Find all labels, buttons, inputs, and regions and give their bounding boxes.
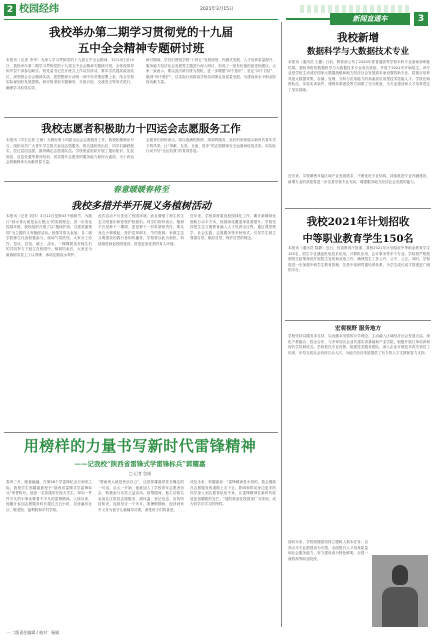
right2-title-line1: 我校2021年计划招收 — [306, 216, 410, 228]
masthead-decoration — [300, 5, 410, 13]
right-section-bar — [286, 18, 330, 20]
footer-editor: 一 二版责任编辑 / 校对：杨婧 — [6, 630, 60, 635]
article3-title: 我校多措并举开展义务植树活动 — [71, 201, 211, 212]
article4-body-col3: 谈及未来，郭耀嘉说：“雷锋精神是永恒的，我会继续在志愿服务的道路上走下去，影响和带动身边更多的同学加入到志愿者队伍中来，让雷锋精神在新时代绽放更加耀眼的光芒。”他的事迹在校园里广为传颂，成为同学们学习的榜样。 — [190, 480, 276, 506]
right-section-title: 新闻直通车 — [330, 13, 410, 25]
divider — [4, 432, 278, 433]
article3-body-col3: 近年来，学校高度重视校园绿化工作，累计新增绿化面积万余平方米，校园绿化覆盖率显著提升。学校坚持把生态文明教育融入人才培养全过程，通过课堂教学、社会实践、志愿服务等多种形式，引导学生树立尊重自然、顺应自然、保护自然的理念。 — [190, 214, 276, 240]
right1-body2: 近年来，学校紧密对接区域产业发展需求，不断优化专业结构，持续推进专业内涵建设，新增专业的获批将进一步完善学校专业布局，增强服务地方经济社会发展的能力。 — [288, 174, 430, 184]
divider — [285, 208, 431, 209]
left-section-title: 校园经纬 — [19, 4, 59, 15]
article2-title: 我校志愿者积极助力十四运会志愿服务工作 — [41, 123, 241, 135]
article1-body-col1: 本报讯（记者 李华）为深入学习贯彻党的十九届五中全会精神，3月13日至15日，我校举办第二期学习贯彻党的十九届五中全会精神专题研讨班，全体校领导和中层干部参加研讨。校党委书记在开班式上作动员讲话，要求学员提高政治站位，深刻领会全会精神实质，把思想和行动统一到中央决策部署上来，结合学校实际谋划好发展思路。研讨班采取专题辅导、分组讨论、交流发言等形式进行，确保学习取得实效。 — [6, 58, 134, 90]
right1-title-line2: 数据科学与大数据技术专业 — [306, 47, 409, 57]
portrait-head — [392, 565, 408, 585]
divider — [285, 320, 431, 321]
article4-subtitle: ——记我校“陕西省雷锋式学雷锋标兵”郭耀嘉 — [74, 460, 206, 468]
divider — [4, 117, 278, 118]
right2-body: 本报讯（通讯员 陈静）近日，经省教育厅批准，我校2021年计划招收中等职业教育学生150名，招生专业涵盖机电技术应用、计算机应用、会计事务等多个专业。学校将严格按照招生政策规范开展招生宣传和录取工作，确保招生工作公开、公平、公正。同时，学校将进一步加强中职学生教育管理，完善中高职贯通培养体系，为学生成长成才搭建更广阔的平台。 — [288, 246, 430, 272]
article1-body-col2: 研讨期间，学员们围绕学校“十四五”发展规划、内涵式发展、人才培养质量提升、服务地方经济社会发展等主题进行深入研讨，形成了一批有价值的意见和建议。大家一致表示，要以此次研讨班为契机，进一步增强“四个意识”、坚定“四个自信”、做到“两个维护”，以实际行动推动学校各项事业高质量发展，为建设高水平职业院校贡献力量。 — [146, 58, 276, 84]
article1-title-line1: 我校举办第二期学习贯彻党的十九届 — [49, 25, 233, 39]
right-page-number: 3 — [414, 12, 428, 26]
article4-title: 用榜样的力量书写新时代雷锋精神 — [23, 437, 257, 455]
right3-body2: 面向未来，学校将继续坚持立德树人根本任务，以高水平专业群建设为引领，全面提升人才培养质量和社会服务能力，努力建设成为特色鲜明、全国一流的高等职业院校。 — [288, 540, 368, 561]
header-rule — [4, 19, 278, 20]
article2-body-col1: 本报讯（学生记者 王敏）为做好第十四届全运会志愿服务工作，我校积极响应号召，组织动员广大青年学生报名参加志愿服务。报名通知发出后，同学们踊跃报名，经过层层选拔，最终确定志愿者队伍。学校团委组织开展了通用知识、礼仪规范、应急处置等系列培训，切实提升志愿者的服务能力和综合素质，为十四运会的顺利举办贡献青春力量。 — [6, 138, 134, 164]
page-divider — [281, 22, 282, 627]
right2-title-line2: 中等职业教育学生150名 — [302, 234, 414, 245]
right1-body: 本报讯（通讯员 王鑫）日前，教育部公布了2020年度普通高等学校本科专业备案和审批结果，我校申报的数据科学与大数据技术专业成功获批，并将于2021年开始招生。该专业是学校主动适应国家大数据战略和地方经济社会发展需求而设置的新专业，将重点培养具备大数据采集、存储、处理、分析与应用能力的高素质应用型技术技能人才。学校在师资队伍、实验实训条件、课程体系建设等方面做了充分准备，为专业建设和人才培养奠定了坚实基础。 — [288, 60, 430, 92]
article4-body-col2: “帮助别人就是快乐自己”，这是郭耀嘉常挂在嘴边的一句话。从大一开始，他就加入了学校青年志愿者协会，积极参与各类公益活动。疫情期间，他主动报名参加社区防控志愿服务，测体温、登记信息、宣传防疫知识，连续坚守一个多月。寒暑假期间，他回到家乡义务为留守儿童辅导功课，深受孩子们的喜爱。 — [98, 480, 184, 512]
article3-body-col2: 此次活动不仅美化了校园环境，而且增强了师生的生态文明意识和爱校护校意识。同学们纷纷表示，植树不仅是种下一棵树，更是种下一份希望和责任，要从身边小事做起，爱护花草树木，节约资源，争做生态文明建设的践行者和传播者。学校将以此为契机，持续推进绿色校园建设，营造更加优美的育人环境。 — [98, 214, 184, 246]
portrait-photo — [372, 555, 428, 627]
article4-body-col1: 春风三月，暖意融融。在第58个学雷锋纪念日到来之际，我校学生郭耀嘉被授予“陕西省雷锋式学雷锋标兵”荣誉称号。他是一名普通的在校大学生，却用一件件平凡的小事诠释着不平凡的雷锋精神。入校以来，他累计参加志愿服务时长超过五百小时，足迹遍布社区、敬老院、福利院和乡村学校。 — [6, 480, 92, 512]
left-page-number: 2 — [4, 4, 16, 16]
article3-kicker: 春意暖暖春将至 — [113, 184, 169, 194]
right3-title: 宏观视野 服务地方 — [335, 326, 381, 332]
article4-author: □ 记者 包娟 — [128, 471, 152, 476]
issue-date: 2021年3月15日 — [200, 7, 234, 12]
article1-title-line2: 五中全会精神专题研讨班 — [77, 41, 205, 55]
right1-title-line1: 我校新增 — [337, 32, 379, 44]
portrait-body — [382, 587, 418, 627]
article2-body-col2: 志愿者们纷纷表示，将以饱满的热情、周到的服务、良好的形象展示新时代青年学子的风采，让“奉献、友爱、互助、进步”的志愿精神在全运赛场绽放光彩，用实际行动书写“全运有我”的青春答卷。 — [146, 138, 276, 153]
divider — [4, 181, 278, 182]
right3-body: 学校坚持以服务求支持、以贡献求发展的办学理念，主动融入区域经济社会发展大局，深化产教融合、校企合作，与多家知名企业共建实训基地和产业学院，积极开展订单培养和现代学徒制试点。学校依托专业优势，组建技术服务团队，深入企业开展技术攻关和员工培训，年均完成社会培训万余人次，为地方经济发展提供了有力的人才支撑和智力支持。 — [288, 334, 430, 355]
article3-body-col1: 本报讯（记者 刘洋）3月12日是第43个植树节，为践行“绿水青山就是金山银山”的发展理念，进一步美化校园环境，我校组织开展了以“植绿护绿，共建美丽校园”为主题的义务植树活动。校领导带头参加，各二级学院师生代表积极参与，现场气氛热烈。大家分工协作，挖坑、扶苗、填土、浇水，一棵棵树苗在师生们的共同努力下挺立在校园中。植树结束后，大家还为新栽树苗挂上了认养牌，承诺定期浇水养护。 — [6, 214, 92, 257]
